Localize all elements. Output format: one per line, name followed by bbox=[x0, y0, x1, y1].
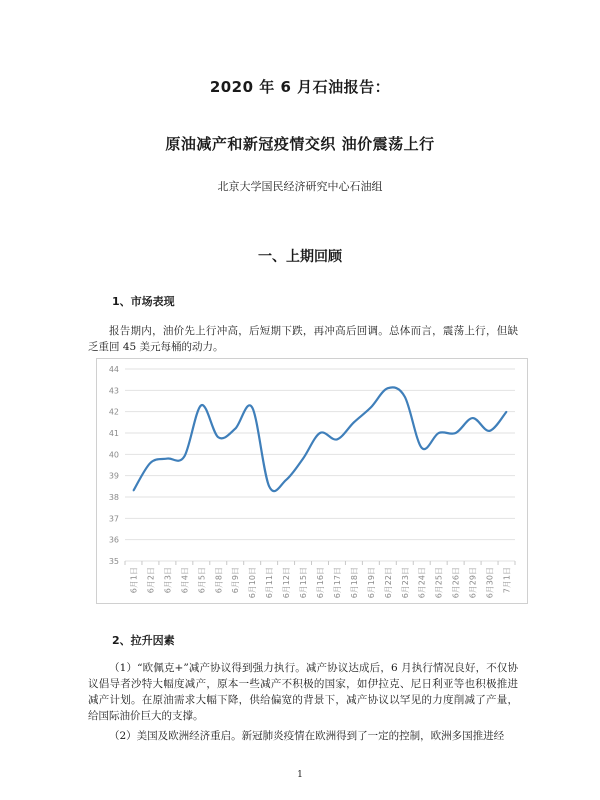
x-tick-label: 6月19日 bbox=[366, 567, 376, 599]
x-tick-label: 6月23日 bbox=[400, 567, 410, 599]
y-tick-label: 37 bbox=[108, 514, 119, 524]
drivers-paragraph-2: （2）美国及欧洲经济重启。新冠肺炎疫情在欧洲得到了一定的控制，欧洲多国推进经 bbox=[109, 730, 505, 742]
x-tick-label: 6月9日 bbox=[231, 567, 241, 594]
y-tick-label: 35 bbox=[108, 557, 119, 566]
data-point bbox=[150, 462, 152, 464]
subsection-heading-market: 1、市场表现 bbox=[112, 295, 175, 308]
x-tick-label: 6月18日 bbox=[349, 567, 359, 599]
data-point bbox=[201, 404, 203, 406]
y-tick-label: 44 bbox=[108, 365, 119, 374]
data-point bbox=[319, 432, 321, 434]
page-number: 1 bbox=[297, 770, 303, 780]
data-point bbox=[268, 486, 270, 488]
drivers-paragraph-1: （1）“欧佩克+”减产协议得到强力执行。减产协议达成后，6 月执行情况良好，不仅协议倡导者沙特大幅度减产，原本一些减产不积极的国家，如伊拉克、尼日利亚等也积极推进减产计划。在原油需求大幅下降，供给偏宽的背景下，减产协议以罕见的力度削减了产量，给国际油价巨大的支撑。 bbox=[88, 662, 518, 722]
y-tick-label: 38 bbox=[108, 493, 119, 502]
y-axis-ticks bbox=[109, 365, 119, 566]
data-point bbox=[234, 428, 236, 430]
y-tick-label: 41 bbox=[108, 429, 119, 438]
data-point bbox=[133, 490, 135, 492]
y-tick-label: 40 bbox=[108, 450, 119, 460]
x-tick-label: 6月2日 bbox=[146, 567, 156, 594]
data-point bbox=[251, 407, 253, 409]
data-point bbox=[184, 456, 186, 458]
y-tick-label: 42 bbox=[108, 407, 119, 417]
data-point bbox=[421, 447, 423, 449]
data-point bbox=[370, 407, 372, 409]
report-author: 北京大学国民经济研究中心石油组 bbox=[217, 180, 383, 193]
x-tick-label: 6月24日 bbox=[417, 567, 427, 599]
x-tick-label: 6月22日 bbox=[383, 567, 393, 599]
x-tick-label: 6月30日 bbox=[485, 567, 495, 599]
data-point bbox=[506, 411, 508, 413]
market-paragraph: 报告期内，油价先上行冲高，后短期下跌，再冲高后回调。总体而言，震荡上行，但缺乏重回 45 美元每桶的动力。 bbox=[88, 325, 518, 353]
x-tick-label: 6月17日 bbox=[332, 567, 342, 599]
data-point bbox=[387, 387, 389, 389]
x-tick-label: 7月1日 bbox=[502, 567, 512, 594]
data-point bbox=[455, 432, 457, 434]
data-point bbox=[353, 422, 355, 424]
x-tick-label: 6月3日 bbox=[163, 567, 173, 594]
report-title-line1: 2020 年 6 月石油报告： bbox=[209, 78, 391, 96]
x-tick-label: 6月5日 bbox=[197, 567, 207, 594]
report-title-line2: 原油减产和新冠疫情交织 油价震荡上行 bbox=[165, 135, 435, 153]
x-tick-label: 6月29日 bbox=[468, 567, 478, 599]
data-point bbox=[302, 458, 304, 460]
x-tick-label: 6月12日 bbox=[282, 567, 292, 599]
data-point bbox=[438, 432, 440, 434]
x-tick-label: 6月16日 bbox=[316, 567, 325, 599]
data-point bbox=[336, 439, 338, 441]
oil-price-chart bbox=[96, 358, 528, 604]
x-tick-label: 6月1日 bbox=[129, 567, 139, 594]
x-tick-label: 6月11日 bbox=[265, 567, 275, 599]
data-point bbox=[217, 436, 219, 438]
subsection-heading-drivers: 2、拉升因素 bbox=[112, 634, 175, 647]
data-point bbox=[472, 417, 474, 419]
y-tick-label: 39 bbox=[108, 471, 119, 481]
x-tick-label: 6月4日 bbox=[180, 567, 190, 594]
x-tick-label: 6月26日 bbox=[451, 567, 461, 599]
gridlines bbox=[125, 369, 515, 561]
data-point bbox=[489, 430, 491, 432]
data-point bbox=[167, 458, 169, 460]
y-tick-label: 43 bbox=[108, 386, 119, 396]
x-tick-label: 6月25日 bbox=[434, 567, 444, 599]
x-axis-ticks bbox=[125, 561, 515, 598]
y-tick-label: 36 bbox=[108, 535, 119, 545]
x-tick-label: 6月15日 bbox=[299, 567, 309, 599]
data-point bbox=[404, 396, 406, 398]
x-tick-label: 6月10日 bbox=[248, 567, 258, 599]
x-tick-label: 6月8日 bbox=[214, 567, 224, 594]
line-chart bbox=[97, 359, 527, 603]
section-heading: 一、上期回顾 bbox=[258, 249, 342, 265]
data-point bbox=[285, 479, 287, 481]
